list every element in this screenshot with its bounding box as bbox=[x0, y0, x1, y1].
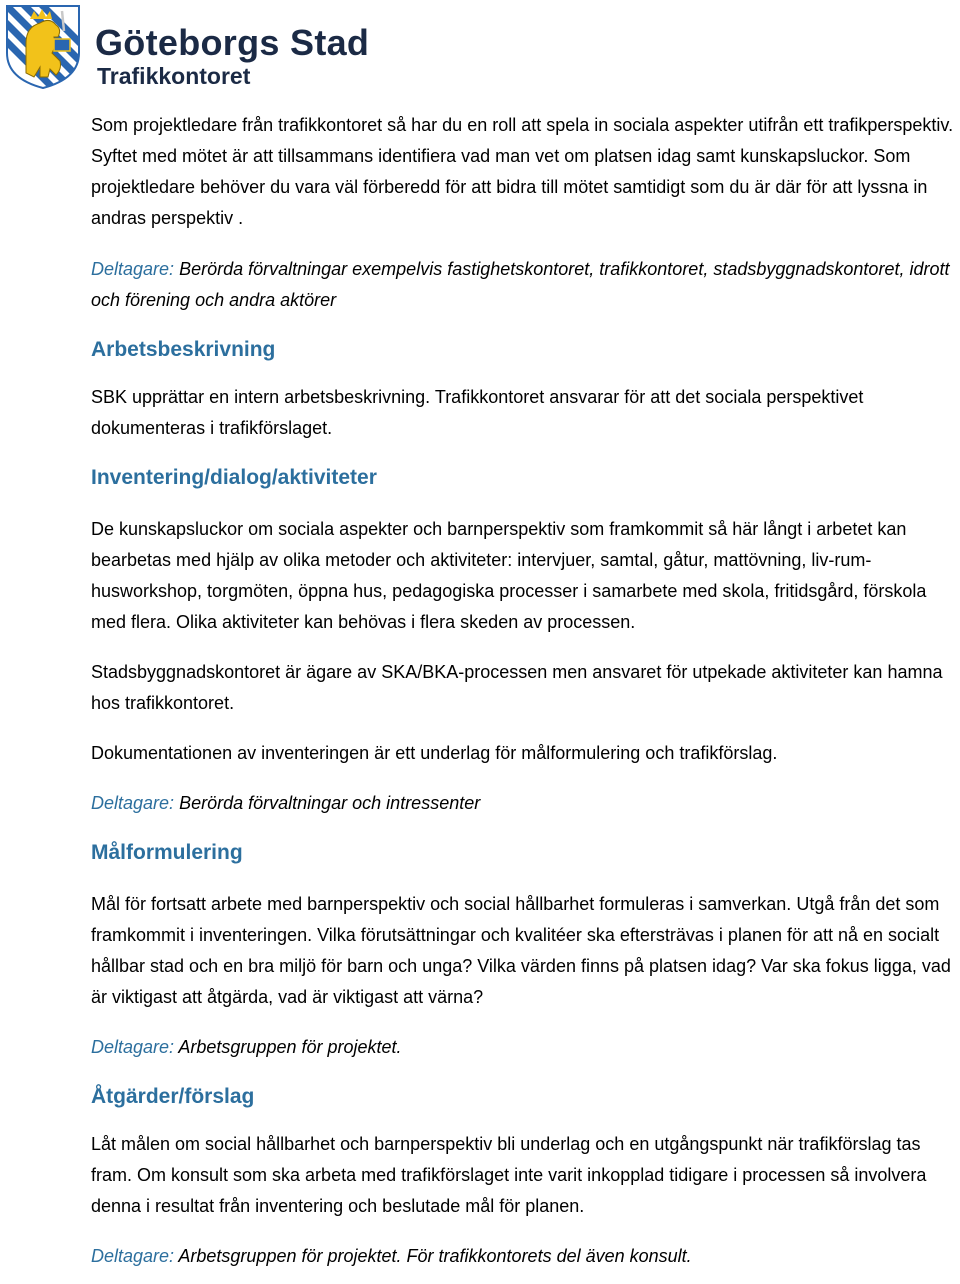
section-heading-arbetsbeskrivning: Arbetsbeskrivning bbox=[91, 338, 276, 361]
document-body bbox=[91, 110, 957, 1272]
inventering-participants bbox=[91, 788, 957, 819]
malformulering-participants bbox=[91, 1032, 957, 1063]
department-name: Trafikkontoret bbox=[97, 63, 251, 89]
participants-line bbox=[91, 254, 957, 316]
inventering-paragraph-1: De kunskapsluckor om sociala aspekter och barnperspektiv som framkommit så här långt i arbetet kan bearbetas med hjälp av olika metoder och aktiviteter: intervjuer, samtal, gåtur, mattövning, liv-rum-husworkshop, torgmöten, öppna hus, pedagogiska processer i samarbete med skola, fritidsgård, förskola med flera. Olika aktiviteter kan behövas i flera skeden av processen. bbox=[91, 519, 927, 632]
org-name: Göteborgs Stad bbox=[95, 22, 370, 63]
malformulering-paragraph: Mål för fortsatt arbete med barnperspektiv och social hållbarhet formuleras i samverkan. Utgå från det som framkommit i inventeringen. Vilka förutsättningar och kvalitéer ska eftersträvas i planen för att nå en socialt hållbar stad och en bra miljö för barn och unga? Vilka värden finns på platsen idag? Var ska fokus ligga, vad är viktigast att åtgärda, vad är viktigast att värna? bbox=[91, 894, 951, 1007]
participants-text: Arbetsgruppen för projektet. bbox=[174, 1037, 402, 1057]
intro-paragraph: Som projektledare från trafikkontoret så har du en roll att spela in sociala aspekter utifrån ett trafikperspektiv. Syftet med mötet är att tillsammans identifiera vad man vet om platsen idag samt kunskapsluckor. Som projektledare behöver du vara väl förberedd för att bidra till mötet samtidigt som du är där för att lyssna in andras perspektiv . bbox=[91, 115, 954, 228]
participants-text: Arbetsgruppen för projektet. För trafikkontorets del även konsult. bbox=[174, 1246, 692, 1266]
atgarder-participants bbox=[91, 1241, 957, 1272]
goteborg-lion-crest-icon bbox=[4, 3, 82, 89]
participants-label: Deltagare: bbox=[91, 1246, 175, 1266]
participants-text: Berörda förvaltningar och intressenter bbox=[174, 793, 481, 813]
participants-label: Deltagare: bbox=[91, 1037, 175, 1057]
participants-label: Deltagare: bbox=[91, 793, 175, 813]
participants-label: Deltagare: bbox=[91, 259, 175, 279]
atgarder-paragraph: Låt målen om social hållbarhet och barnperspektiv bli underlag och en utgångspunkt när trafikförslag tas fram. Om konsult som ska arbeta med trafikförslaget inte varit inkopplad tidigare i processen så involvera denna i resultat från inventering och beslutade mål för planen. bbox=[91, 1134, 927, 1216]
section-heading-inventering: Inventering/dialog/aktiviteter bbox=[91, 466, 377, 489]
inventering-paragraph-2: Stadsbyggnadskontoret är ägare av SKA/BKA-processen men ansvaret för utpekade aktiviteter kan hamna hos trafikkontoret. bbox=[91, 662, 943, 713]
participants-text: Berörda förvaltningar exempelvis fastighetskontoret, trafikkontoret, stadsbyggnadskontoret, idrott och förening och andra aktörer bbox=[91, 259, 950, 310]
arbetsbeskrivning-paragraph: SBK upprättar en intern arbetsbeskrivning. Trafikkontoret ansvarar för att det sociala perspektivet dokumenteras i trafikförslaget. bbox=[91, 387, 864, 438]
section-heading-malformulering: Målformulering bbox=[91, 841, 243, 864]
organization-logo bbox=[4, 3, 370, 93]
inventering-paragraph-3: Dokumentationen av inventeringen är ett underlag för målformulering och trafikförslag. bbox=[91, 743, 778, 763]
section-heading-atgarder: Åtgärder/förslag bbox=[91, 1085, 255, 1108]
